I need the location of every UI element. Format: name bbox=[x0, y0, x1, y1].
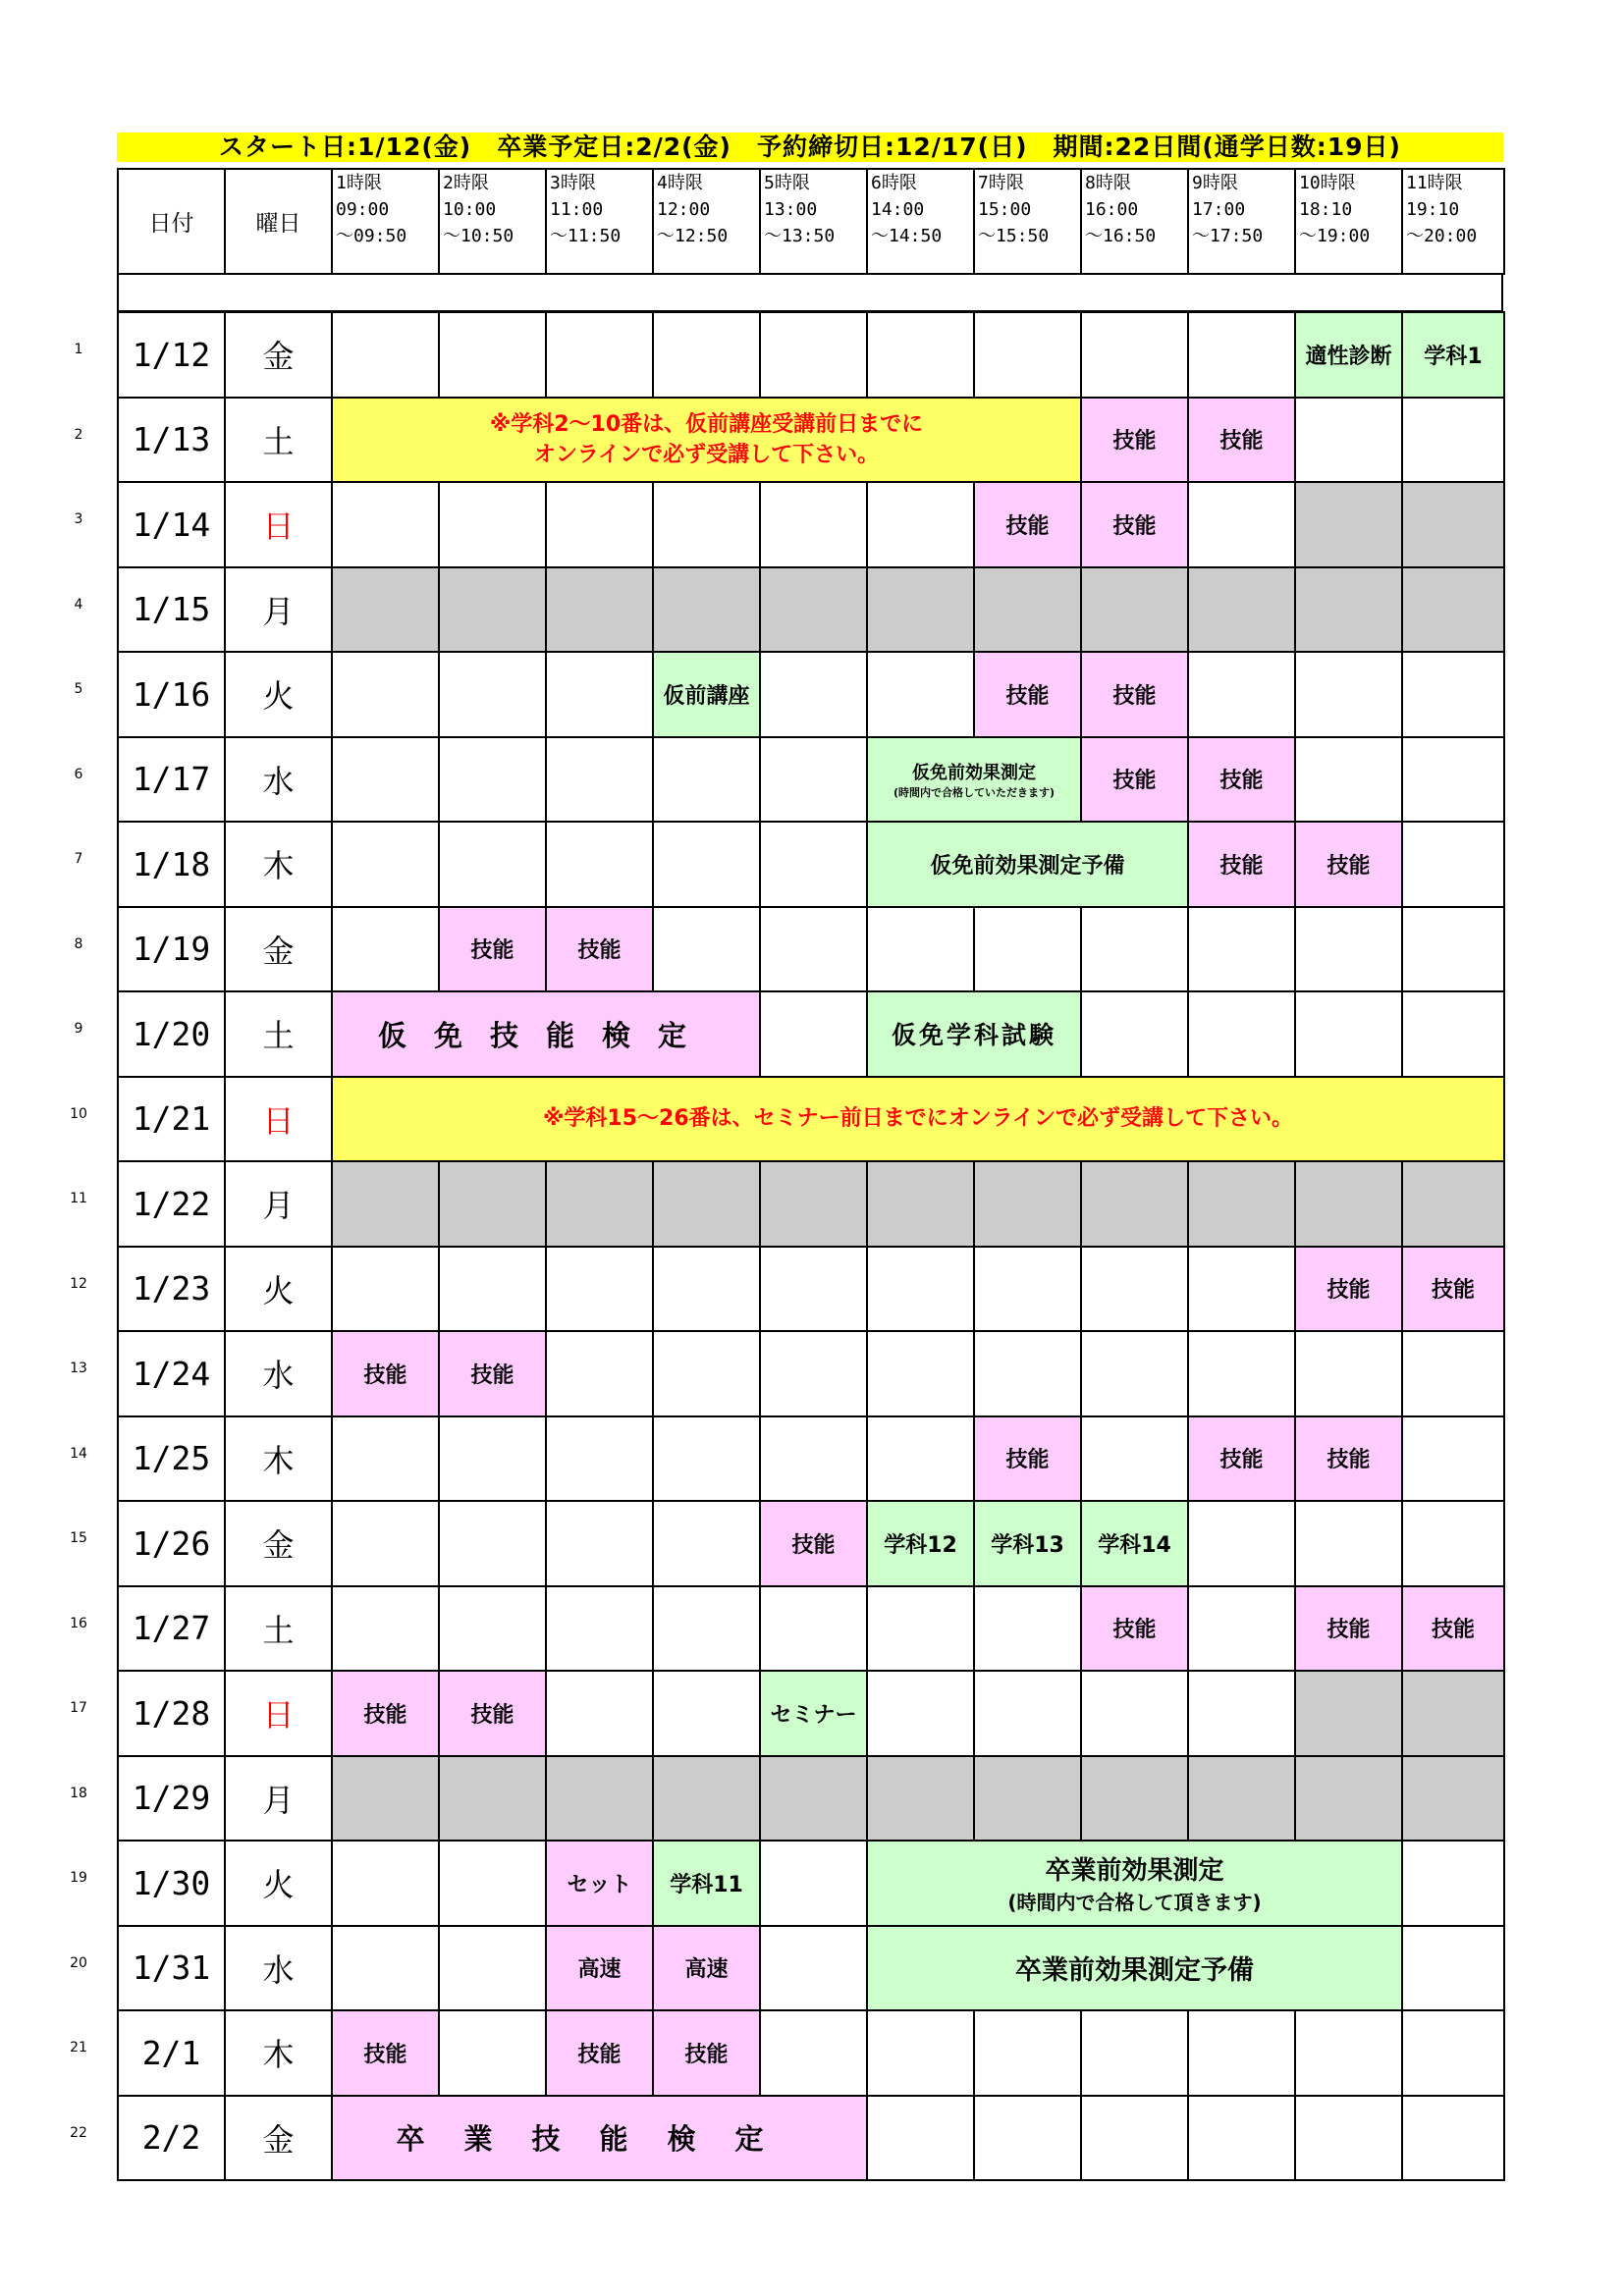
skill-lesson-cell: 技能 bbox=[974, 1416, 1081, 1502]
row-number: 18 bbox=[70, 1786, 87, 1801]
weekday-cell: 月 bbox=[225, 567, 332, 653]
slot-header-7: 7時限 15:00 ～15:50 bbox=[974, 169, 1081, 274]
row-number: 22 bbox=[70, 2125, 87, 2141]
row-number: 3 bbox=[74, 511, 83, 527]
row-number: 12 bbox=[70, 1276, 87, 1292]
gakka-cell: 学科11 bbox=[653, 1841, 760, 1926]
row-number: 10 bbox=[70, 1106, 87, 1122]
slot-header-8: 8時限 16:00 ～16:50 bbox=[1081, 169, 1188, 274]
row-number: 15 bbox=[70, 1530, 87, 1546]
weekday-cell: 土 bbox=[225, 1586, 332, 1672]
karimen-written-exam-cell: 仮免学科試験 bbox=[867, 991, 1081, 1077]
date-cell: 1/31 bbox=[118, 1926, 225, 2011]
table-row bbox=[118, 398, 1504, 483]
table-row bbox=[118, 1247, 1504, 1332]
date-cell: 1/26 bbox=[118, 1501, 225, 1586]
weekday-cell: 日 bbox=[225, 1671, 332, 1756]
row-number: 16 bbox=[70, 1616, 87, 1631]
weekday-cell: 金 bbox=[225, 312, 332, 398]
online-lecture-notice: ※学科2～10番は、仮前講座受講前日までに オンラインで必ず受講して下さい。 bbox=[332, 398, 1081, 483]
skill-lesson-cell: 技能 bbox=[1188, 398, 1295, 483]
date-cell: 1/22 bbox=[118, 1161, 225, 1247]
skill-lesson-cell: 技能 bbox=[439, 1331, 546, 1416]
weekday-cell: 土 bbox=[225, 398, 332, 483]
row-number: 20 bbox=[70, 1955, 87, 1971]
skill-lesson-cell: 技能 bbox=[1188, 822, 1295, 907]
date-cell: 2/1 bbox=[118, 2010, 225, 2096]
karimen-effect-reserve-cell: 仮免前効果測定予備 bbox=[867, 822, 1188, 907]
row-number: 7 bbox=[74, 851, 83, 867]
weekday-cell: 水 bbox=[225, 1331, 332, 1416]
date-cell: 2/2 bbox=[118, 2096, 225, 2181]
skill-lesson-cell: 技能 bbox=[974, 482, 1081, 567]
table-row bbox=[118, 1586, 1504, 1672]
slot-header-11: 11時限 19:10 ～20:00 bbox=[1402, 169, 1504, 274]
table-row bbox=[118, 1077, 1504, 1162]
date-cell: 1/21 bbox=[118, 1077, 225, 1162]
row-number: 6 bbox=[74, 767, 83, 782]
header-spacer bbox=[117, 275, 1503, 312]
table-row bbox=[118, 2010, 1504, 2096]
skill-lesson-cell: 技能 bbox=[1295, 822, 1402, 907]
table-row bbox=[118, 1671, 1504, 1756]
skill-lesson-cell: 技能 bbox=[1402, 1247, 1504, 1332]
date-cell: 1/17 bbox=[118, 737, 225, 823]
slot-header-6: 6時限 14:00 ～14:50 bbox=[867, 169, 974, 274]
date-cell: 1/29 bbox=[118, 1756, 225, 1842]
table-row bbox=[118, 567, 1504, 653]
skill-lesson-cell: 技能 bbox=[1188, 1416, 1295, 1502]
slot-header-5: 5時限 13:00 ～13:50 bbox=[760, 169, 867, 274]
weekday-cell: 金 bbox=[225, 907, 332, 992]
skill-lesson-cell: 技能 bbox=[974, 652, 1081, 737]
skill-lesson-cell: 技能 bbox=[332, 1671, 439, 1756]
row-number: 21 bbox=[70, 2040, 87, 2056]
weekday-cell: 月 bbox=[225, 1161, 332, 1247]
gakka-cell: 学科1 bbox=[1402, 312, 1504, 398]
highway-lesson-cell: 高速 bbox=[546, 1926, 653, 2011]
row-number: 14 bbox=[70, 1446, 87, 1462]
online-lecture-notice: ※学科15～26番は、セミナー前日までにオンラインで必ず受講して下さい。 bbox=[332, 1077, 1504, 1162]
date-cell: 1/19 bbox=[118, 907, 225, 992]
date-cell: 1/16 bbox=[118, 652, 225, 737]
skill-lesson-cell: 技能 bbox=[1081, 652, 1188, 737]
date-cell: 1/12 bbox=[118, 312, 225, 398]
weekday-cell: 金 bbox=[225, 2096, 332, 2181]
skill-lesson-cell: 技能 bbox=[653, 2010, 760, 2096]
row-number: 1 bbox=[74, 342, 83, 357]
table-row bbox=[118, 482, 1504, 567]
skill-lesson-cell: 技能 bbox=[1295, 1247, 1402, 1332]
table-row bbox=[118, 1756, 1504, 1842]
slot-header-9: 9時限 17:00 ～17:50 bbox=[1188, 169, 1295, 274]
weekday-cell: 日 bbox=[225, 482, 332, 567]
date-cell: 1/27 bbox=[118, 1586, 225, 1672]
table-row bbox=[118, 737, 1504, 823]
skill-lesson-cell: 技能 bbox=[1081, 398, 1188, 483]
skill-lesson-cell: 技能 bbox=[1081, 1586, 1188, 1672]
table-row bbox=[118, 312, 1504, 398]
skill-lesson-cell: 技能 bbox=[1295, 1416, 1402, 1502]
skill-lesson-cell: 技能 bbox=[332, 2010, 439, 2096]
slot-header-4: 4時限 12:00 ～12:50 bbox=[653, 169, 760, 274]
date-cell: 1/14 bbox=[118, 482, 225, 567]
slot-header-3: 3時限 11:00 ～11:50 bbox=[546, 169, 653, 274]
slot-header-10: 10時限 18:10 ～19:00 bbox=[1295, 169, 1402, 274]
table-row bbox=[118, 991, 1504, 1077]
gakka-cell: 学科12 bbox=[867, 1501, 974, 1586]
date-cell: 1/24 bbox=[118, 1331, 225, 1416]
graduation-effect-test-cell: 卒業前効果測定 (時間内で合格して頂きます) bbox=[867, 1841, 1402, 1926]
slot-header-1: 1時限 09:00 ～09:50 bbox=[332, 169, 439, 274]
skill-lesson-cell: 技能 bbox=[439, 1671, 546, 1756]
row-number: 13 bbox=[70, 1361, 87, 1376]
skill-lesson-cell: 技能 bbox=[332, 1331, 439, 1416]
date-cell: 1/13 bbox=[118, 398, 225, 483]
skill-lesson-cell: 技能 bbox=[1295, 1586, 1402, 1672]
date-cell: 1/23 bbox=[118, 1247, 225, 1332]
aptitude-test-cell: 適性診断 bbox=[1295, 312, 1402, 398]
table-row bbox=[118, 2096, 1504, 2181]
skill-lesson-cell: 技能 bbox=[760, 1501, 867, 1586]
table-row bbox=[118, 1841, 1504, 1926]
skill-lesson-cell: 技能 bbox=[1402, 1586, 1504, 1672]
date-cell: 1/25 bbox=[118, 1416, 225, 1502]
highway-lesson-cell: 高速 bbox=[653, 1926, 760, 2011]
set-lesson-cell: セット bbox=[546, 1841, 653, 1926]
skill-lesson-cell: 技能 bbox=[1081, 737, 1188, 823]
row-number: 2 bbox=[74, 427, 83, 443]
graduation-skill-exam-cell: 卒業技能検定 bbox=[332, 2096, 867, 2181]
row-number: 11 bbox=[70, 1191, 87, 1206]
skill-lesson-cell: 技能 bbox=[1081, 482, 1188, 567]
weekday-cell: 火 bbox=[225, 652, 332, 737]
row-number: 5 bbox=[74, 681, 83, 697]
row-number: 9 bbox=[74, 1021, 83, 1037]
seminar-cell: セミナー bbox=[760, 1671, 867, 1756]
date-column-header: 日付 bbox=[118, 169, 225, 274]
gakka-cell: 学科13 bbox=[974, 1501, 1081, 1586]
karimae-course-cell: 仮前講座 bbox=[653, 652, 760, 737]
date-cell: 1/30 bbox=[118, 1841, 225, 1926]
date-cell: 1/28 bbox=[118, 1671, 225, 1756]
skill-lesson-cell: 技能 bbox=[439, 907, 546, 992]
row-number: 19 bbox=[70, 1870, 87, 1886]
table-row bbox=[118, 1926, 1504, 2011]
weekday-cell: 火 bbox=[225, 1841, 332, 1926]
date-cell: 1/15 bbox=[118, 567, 225, 653]
row-number: 4 bbox=[74, 597, 83, 613]
weekday-cell: 水 bbox=[225, 737, 332, 823]
weekday-cell: 金 bbox=[225, 1501, 332, 1586]
table-row bbox=[118, 907, 1504, 992]
table-row bbox=[118, 652, 1504, 737]
weekday-cell: 木 bbox=[225, 1416, 332, 1502]
weekday-column-header: 曜日 bbox=[225, 169, 332, 274]
weekday-cell: 日 bbox=[225, 1077, 332, 1162]
header-table bbox=[117, 168, 1505, 275]
weekday-cell: 火 bbox=[225, 1247, 332, 1332]
weekday-cell: 土 bbox=[225, 991, 332, 1077]
skill-lesson-cell: 技能 bbox=[546, 2010, 653, 2096]
table-row bbox=[118, 1501, 1504, 1586]
skill-lesson-cell: 技能 bbox=[546, 907, 653, 992]
table-row bbox=[118, 1331, 1504, 1416]
weekday-cell: 木 bbox=[225, 2010, 332, 2096]
date-cell: 1/20 bbox=[118, 991, 225, 1077]
weekday-cell: 月 bbox=[225, 1756, 332, 1842]
table-row bbox=[118, 1416, 1504, 1502]
row-number: 8 bbox=[74, 936, 83, 952]
karimen-skill-exam-cell: 仮免技能検定 bbox=[332, 991, 760, 1077]
table-row bbox=[118, 1161, 1504, 1247]
karimen-effect-test-cell: 仮免前効果測定 (時間内で合格していただきます) bbox=[867, 737, 1081, 823]
table-row bbox=[118, 822, 1504, 907]
weekday-cell: 木 bbox=[225, 822, 332, 907]
schedule-summary-banner: スタート日:1/12(金) 卒業予定日:2/2(金) 予約締切日:12/17(日) 期間:22日間(通学日数:19日) bbox=[117, 133, 1503, 162]
schedule-table bbox=[117, 311, 1505, 2181]
row-number: 17 bbox=[70, 1700, 87, 1716]
date-cell: 1/18 bbox=[118, 822, 225, 907]
graduation-effect-reserve-cell: 卒業前効果測定予備 bbox=[867, 1926, 1402, 2011]
gakka-cell: 学科14 bbox=[1081, 1501, 1188, 1586]
skill-lesson-cell: 技能 bbox=[1188, 737, 1295, 823]
slot-header-2: 2時限 10:00 ～10:50 bbox=[439, 169, 546, 274]
weekday-cell: 水 bbox=[225, 1926, 332, 2011]
